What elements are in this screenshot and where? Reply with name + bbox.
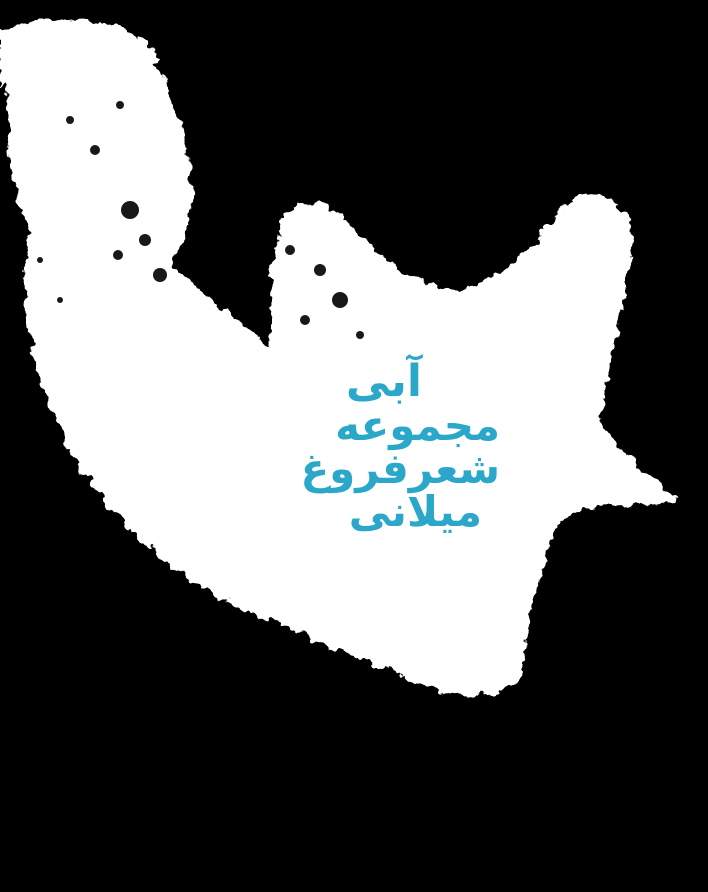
title-line-1: آبی — [345, 356, 422, 407]
title-line-4: میلانی — [348, 486, 482, 536]
title-line-2: مجموعه — [335, 400, 500, 450]
poem-collection-title — [300, 356, 500, 536]
title-line-3: شعرفروغ — [300, 443, 500, 493]
